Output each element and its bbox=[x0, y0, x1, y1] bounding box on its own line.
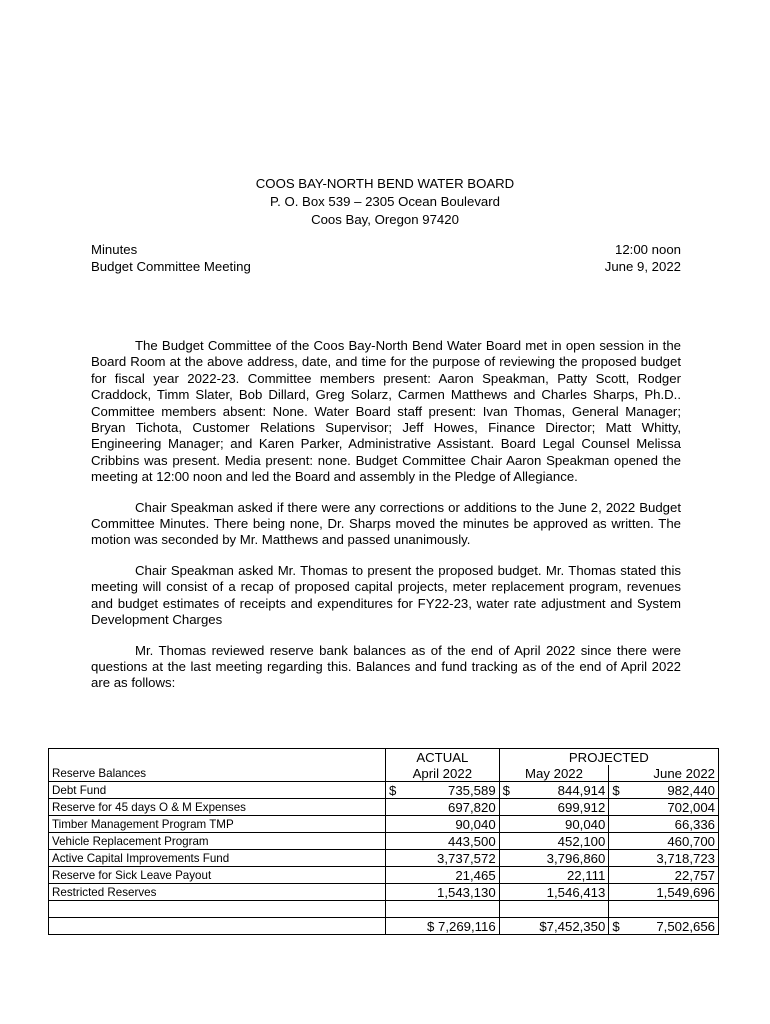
cell-label: Reserve for 45 days O & M Expenses bbox=[49, 799, 386, 816]
cell-june: 3,718,723 bbox=[609, 850, 719, 867]
total-may: $7,452,350 bbox=[499, 918, 609, 935]
table-rows bbox=[49, 782, 719, 901]
cell-may: 3,796,860 bbox=[499, 850, 609, 867]
table-row bbox=[49, 799, 719, 816]
address-line-2: Coos Bay, Oregon 97420 bbox=[311, 212, 459, 227]
cell-may: 699,912 bbox=[499, 799, 609, 816]
cell-june: 1,549,696 bbox=[609, 884, 719, 901]
col-may: May 2022 bbox=[499, 765, 609, 782]
table-row bbox=[49, 833, 719, 850]
total-june: $ 7,502,656 bbox=[609, 918, 719, 935]
cell-actual: 443,500 bbox=[386, 833, 500, 850]
cell-may: $ 844,914 bbox=[499, 782, 609, 799]
address-line-1: P. O. Box 539 – 2305 Ocean Boulevard bbox=[270, 194, 500, 209]
org-name: COOS BAY-NORTH BEND WATER BOARD bbox=[255, 176, 515, 191]
cell-actual: 90,040 bbox=[386, 816, 500, 833]
table-row bbox=[49, 867, 719, 884]
cell-june: 22,757 bbox=[609, 867, 719, 884]
cell-actual: 697,820 bbox=[386, 799, 500, 816]
col-june: June 2022 bbox=[609, 765, 719, 782]
cell-label: Restricted Reserves bbox=[49, 884, 386, 901]
paragraph: Chair Speakman asked Mr. Thomas to present the proposed budget. Mr. Thomas stated this meeting will consist of a recap of proposed capital projects, meter replacement program, revenues and budget estimates of receipts and expenditures for FY22-23, water rate adjustment and System Development Charges bbox=[91, 562, 681, 628]
cell-june: 460,700 bbox=[609, 833, 719, 850]
meeting-name: Budget Committee Meeting bbox=[91, 259, 251, 274]
meeting-date: June 9, 2022 bbox=[604, 259, 681, 274]
paragraph: The Budget Committee of the Coos Bay-North Bend Water Board met in open session in the Board Room at the above address, date, and time for the purpose of reviewing the proposed budget for fiscal year 2022-23. Committee members present: Aaron Speakman, Patty Scott, Rodger Craddock, Timm Slater, Bob Dillard, Greg Solarz, Carmen Matthews and Charles Sharps, Ph.D.. Committee members absent: None. Water Board staff present: Ivan Thomas, General Manager; Bryan Tichota, Customer Relations Supervisor; Jeff Howes, Finance Director; Matt Whitty, Engineering Manager; and Karen Parker, Administrative Assistant. Board Legal Counsel Melissa Cribbins was present. Media present: none. Budget Committee Chair Aaron Speakman opened the meeting at 12:00 noon and led the Board and assembly in the Pledge of Allegiance. bbox=[91, 338, 681, 485]
projected-header: PROJECTED bbox=[499, 749, 718, 766]
total-actual: $ 7,269,116 bbox=[386, 918, 500, 935]
cell-label: Vehicle Replacement Program bbox=[49, 833, 386, 850]
cell-label: Timber Management Program TMP bbox=[49, 816, 386, 833]
paragraph: Chair Speakman asked if there were any corrections or additions to the June 2, 2022 Budget Committee Minutes. There being none, Dr. Sharps moved the minutes be approved as written. The motion was seconded by Mr. Matthews and passed unanimously. bbox=[91, 499, 681, 548]
cell-may: 22,111 bbox=[499, 867, 609, 884]
cell-actual: $ 735,589 bbox=[386, 782, 500, 799]
cell-label: Reserve for Sick Leave Payout bbox=[49, 867, 386, 884]
minutes-body bbox=[91, 338, 681, 706]
table-spacer-row bbox=[49, 901, 719, 918]
cell-may: 1,546,413 bbox=[499, 884, 609, 901]
actual-header: ACTUAL bbox=[386, 749, 500, 766]
paragraph: Mr. Thomas reviewed reserve bank balances as of the end of April 2022 since there were questions at the last meeting regarding this. Balances and fund tracking as of the end of April 2022 are as follows: bbox=[91, 642, 681, 691]
cell-may: 90,040 bbox=[499, 816, 609, 833]
section-label: Reserve Balances bbox=[49, 765, 386, 782]
table-row bbox=[49, 782, 719, 799]
cell-actual: 3,737,572 bbox=[386, 850, 500, 867]
table-header-row bbox=[49, 749, 719, 766]
cell-actual: 1,543,130 bbox=[386, 884, 500, 901]
table-row bbox=[49, 884, 719, 901]
cell-june: 702,004 bbox=[609, 799, 719, 816]
table-total-row bbox=[49, 918, 719, 935]
reserve-balances-table bbox=[48, 748, 719, 935]
table-subheader-row bbox=[49, 765, 719, 782]
meeting-time: 12:00 noon bbox=[614, 242, 681, 257]
cell-june: 66,336 bbox=[609, 816, 719, 833]
cell-actual: 21,465 bbox=[386, 867, 500, 884]
letterhead bbox=[0, 175, 770, 229]
table-row bbox=[49, 816, 719, 833]
cell-may: 452,100 bbox=[499, 833, 609, 850]
cell-label: Active Capital Improvements Fund bbox=[49, 850, 386, 867]
cell-june: $ 982,440 bbox=[609, 782, 719, 799]
cell-label: Debt Fund bbox=[49, 782, 386, 799]
doc-type: Minutes bbox=[91, 242, 138, 257]
col-actual: April 2022 bbox=[386, 765, 500, 782]
table-row bbox=[49, 850, 719, 867]
